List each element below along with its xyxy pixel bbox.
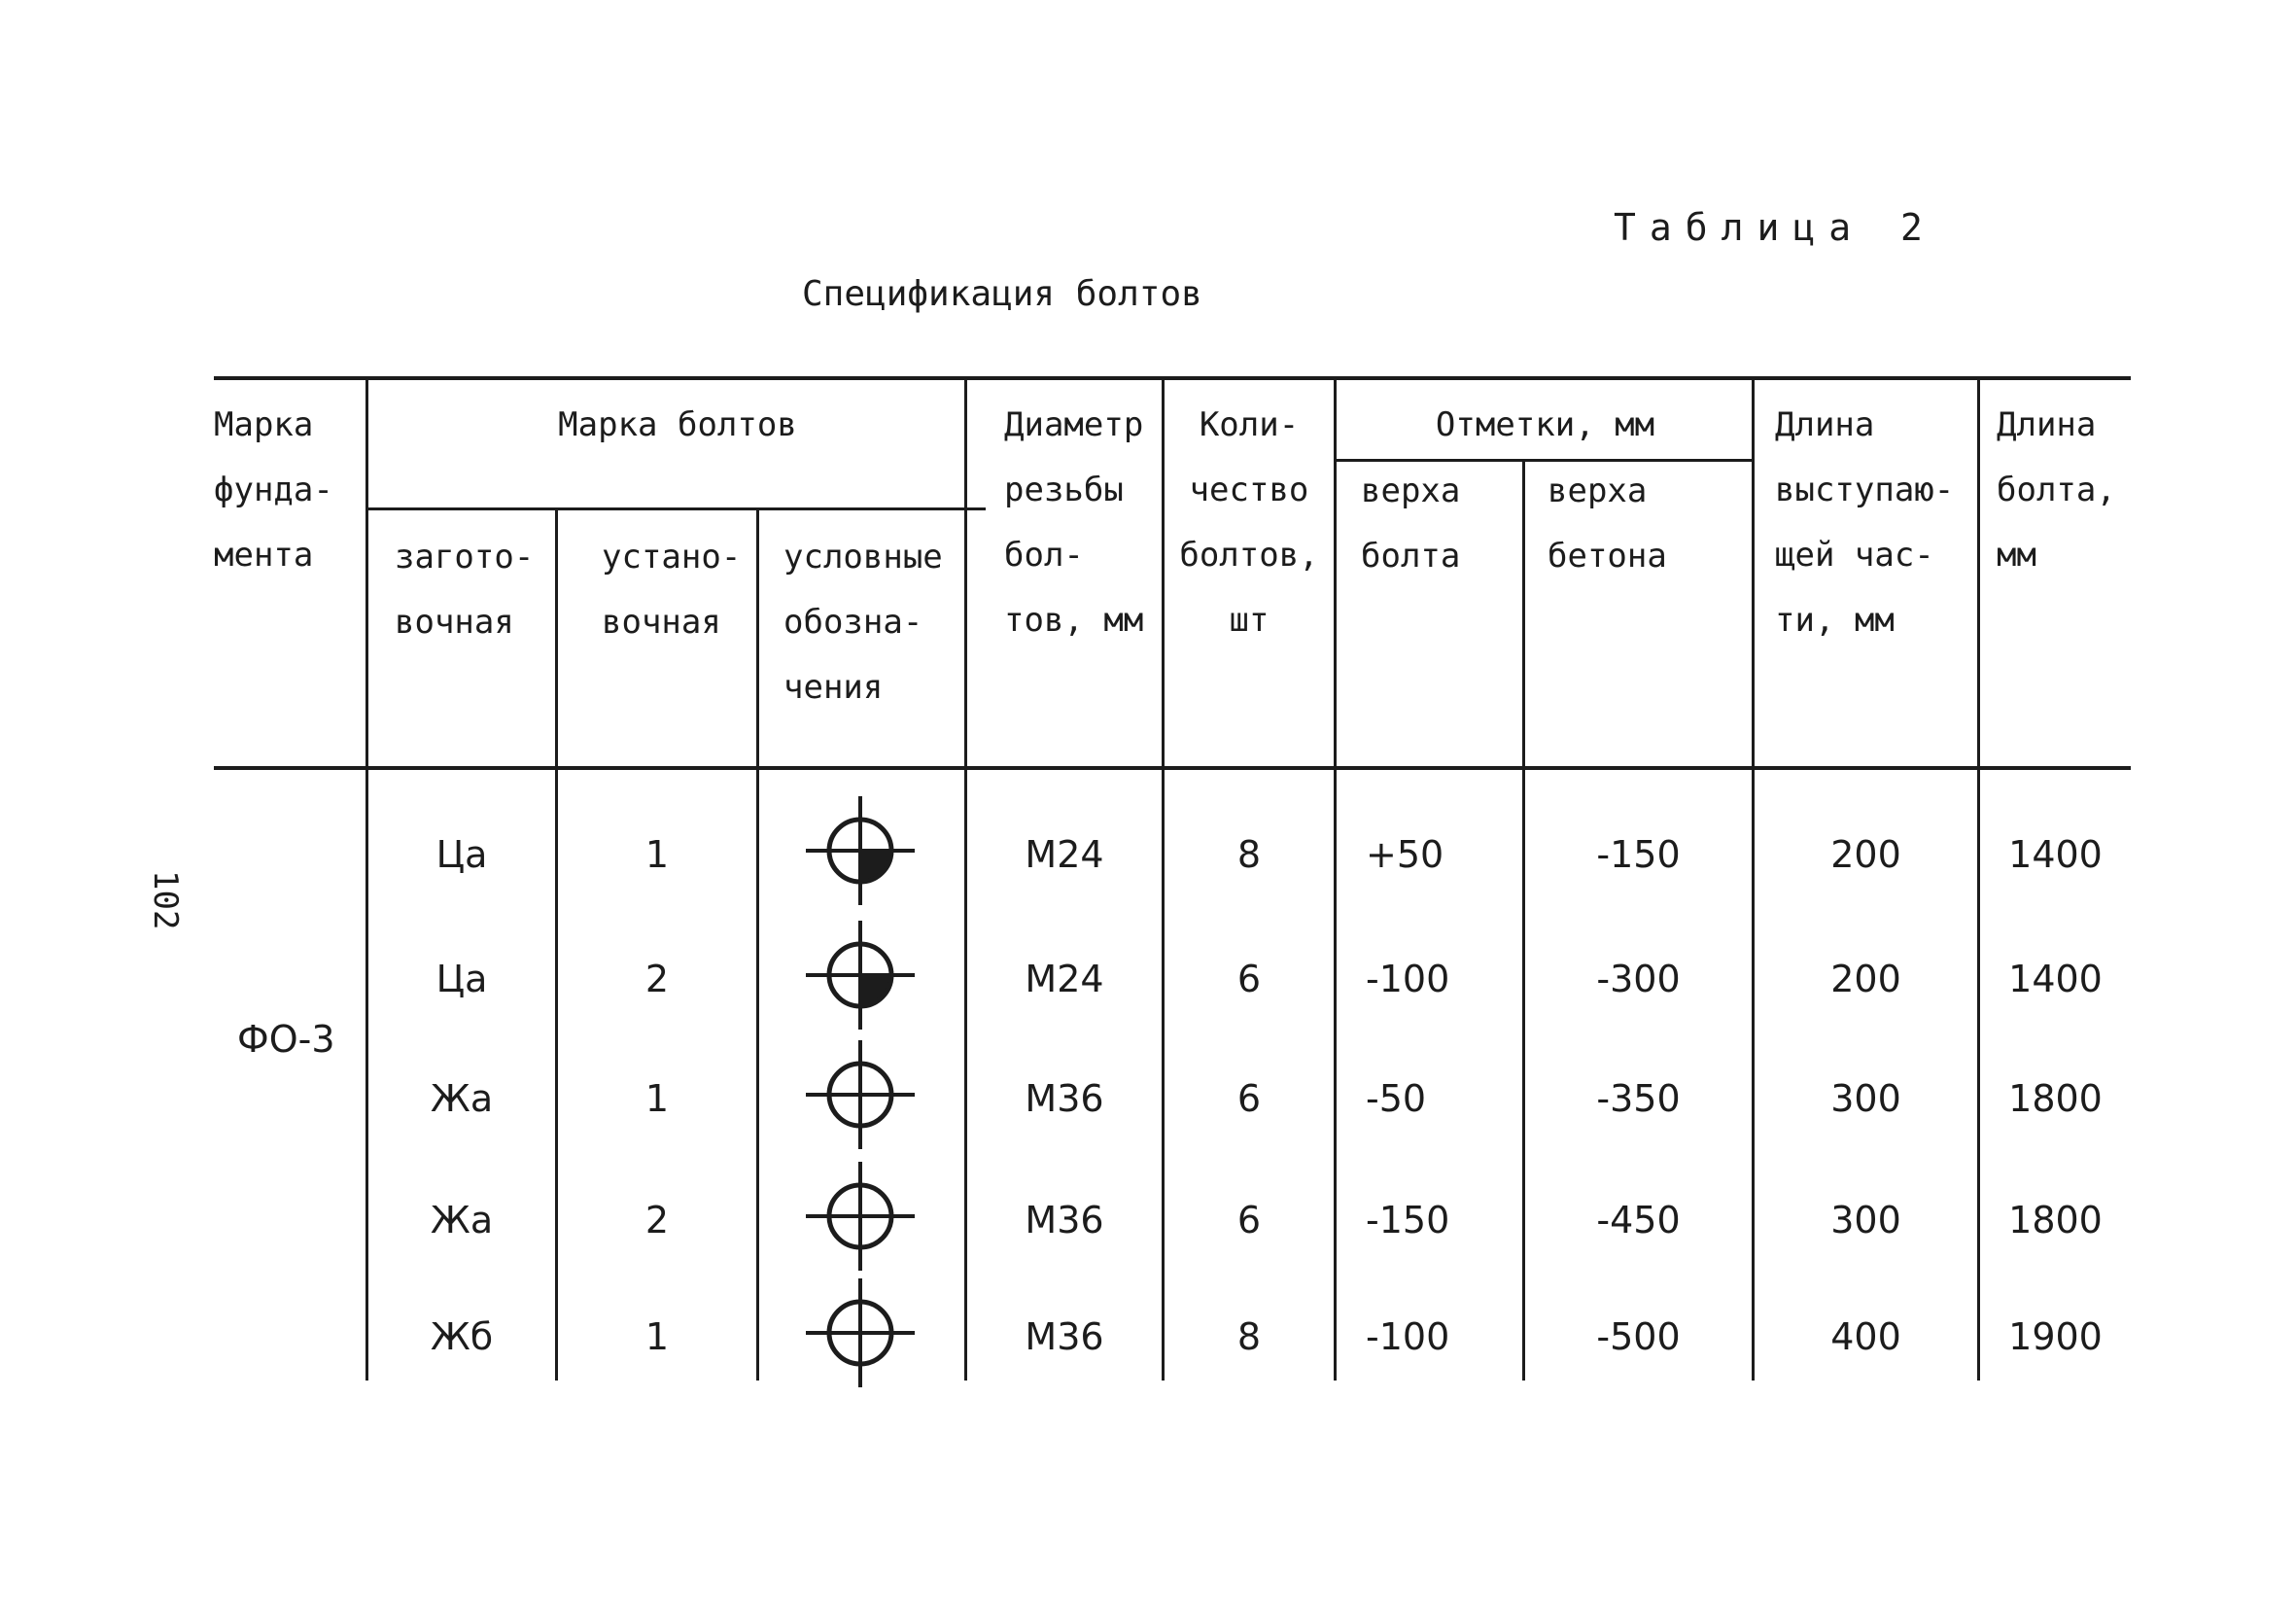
- header-protrusion: [1775, 393, 1974, 653]
- top-bolt-cell: -100: [1366, 958, 1450, 1000]
- header-line: мента: [214, 536, 314, 575]
- header-line: Диаметр: [1004, 405, 1144, 444]
- count-cell: 6: [1236, 1199, 1262, 1241]
- header-line: обозна-: [783, 603, 923, 642]
- column-divider: [1334, 376, 1337, 1381]
- circle-cross-icon: [802, 1158, 919, 1275]
- page-number: 102: [146, 870, 185, 930]
- count-cell: 6: [1236, 958, 1262, 1000]
- table-top-border: [214, 376, 2131, 380]
- header-line: болтов,: [1179, 536, 1319, 575]
- top-concrete-cell: -350: [1596, 1077, 1681, 1120]
- blank-cell: Ца: [435, 833, 488, 876]
- header-line: чество: [1189, 471, 1309, 509]
- header-line: тов, мм: [1004, 601, 1144, 640]
- diameter-cell: М24: [1025, 833, 1104, 876]
- count-cell: 6: [1236, 1077, 1262, 1120]
- circle-cross-icon: [802, 1275, 919, 1391]
- top-concrete-cell: -150: [1596, 833, 1681, 876]
- header-line: мм: [1997, 536, 2036, 575]
- protrusion-cell: 200: [1830, 958, 1901, 1000]
- diameter-cell: М24: [1025, 958, 1104, 1000]
- header-line: шт: [1229, 601, 1270, 640]
- header-install: [602, 525, 752, 655]
- diameter-cell: М36: [1025, 1315, 1104, 1358]
- protrusion-cell: 300: [1830, 1199, 1901, 1241]
- length-cell: 1800: [2008, 1199, 2103, 1241]
- blank-cell: Ца: [435, 958, 488, 1000]
- column-divider: [555, 507, 558, 1381]
- header-line: Длина: [1997, 405, 2097, 444]
- header-diameter: [1004, 393, 1160, 653]
- bolt-mark-divider: [367, 507, 986, 510]
- header-line: верха: [1361, 472, 1461, 510]
- length-cell: 1800: [2008, 1077, 2103, 1120]
- circle-cross-icon: [802, 1036, 919, 1153]
- header-line: щей час-: [1775, 536, 1934, 575]
- column-divider: [1522, 459, 1525, 1381]
- protrusion-cell: 400: [1830, 1315, 1901, 1358]
- install-cell: 1: [644, 833, 670, 876]
- header-line: устано-: [602, 538, 742, 577]
- header-elevations: Отметки, мм: [1435, 405, 1655, 444]
- blank-cell: Жа: [430, 1077, 494, 1120]
- diameter-cell: М36: [1025, 1077, 1104, 1120]
- length-cell: 1400: [2008, 833, 2103, 876]
- header-line: выступаю-: [1775, 471, 1955, 509]
- quarter-filled-circle-cross-icon: [802, 917, 919, 1033]
- header-line: чения: [783, 668, 884, 707]
- top-bolt-cell: +50: [1366, 833, 1444, 876]
- top-concrete-cell: -450: [1596, 1199, 1681, 1241]
- header-line: резьбы: [1004, 471, 1124, 509]
- header-line: ти, мм: [1775, 601, 1895, 640]
- header-top-concrete: [1548, 459, 1742, 589]
- header-line: вочная: [395, 603, 514, 642]
- table-caption: Таблица 2: [1614, 206, 1936, 249]
- header-top-bolt: [1361, 459, 1516, 589]
- header-line: Длина: [1775, 405, 1875, 444]
- blank-cell: Жб: [430, 1315, 494, 1358]
- count-cell: 8: [1236, 1315, 1262, 1358]
- quarter-filled-circle-cross-icon: [802, 792, 919, 909]
- top-bolt-cell: -50: [1366, 1077, 1427, 1120]
- top-bolt-cell: -150: [1366, 1199, 1450, 1241]
- protrusion-cell: 200: [1830, 833, 1901, 876]
- header-line: условные: [783, 538, 943, 577]
- header-blank: [395, 525, 550, 655]
- count-cell: 8: [1236, 833, 1262, 876]
- header-symbols: [783, 525, 963, 720]
- header-line: болта,: [1997, 471, 2116, 509]
- header-line: болта: [1361, 537, 1461, 576]
- header-count: [1165, 393, 1334, 653]
- diameter-cell: М36: [1025, 1199, 1104, 1241]
- header-bolt-mark: Марка болтов: [558, 405, 797, 444]
- header-foundation-mark: [214, 393, 360, 588]
- install-cell: 1: [644, 1077, 670, 1120]
- header-line: верха: [1548, 472, 1648, 510]
- install-cell: 1: [644, 1315, 670, 1358]
- top-concrete-cell: -500: [1596, 1315, 1681, 1358]
- header-line: Марка: [214, 405, 314, 444]
- install-cell: 2: [644, 1199, 670, 1241]
- header-bottom-border: [214, 766, 2131, 770]
- length-cell: 1900: [2008, 1315, 2103, 1358]
- header-line: Коли-: [1199, 405, 1300, 444]
- top-concrete-cell: -300: [1596, 958, 1681, 1000]
- blank-cell: Жа: [430, 1199, 494, 1241]
- install-cell: 2: [644, 958, 670, 1000]
- header-line: загото-: [395, 538, 535, 577]
- protrusion-cell: 300: [1830, 1077, 1901, 1120]
- header-line: фунда-: [214, 471, 333, 509]
- top-bolt-cell: -100: [1366, 1315, 1450, 1358]
- header-line: вочная: [602, 603, 721, 642]
- header-line: бетона: [1548, 537, 1667, 576]
- header-bolt-length: [1997, 393, 2128, 588]
- header-line: бол-: [1004, 536, 1084, 575]
- length-cell: 1400: [2008, 958, 2103, 1000]
- table-title: Спецификация болтов: [802, 274, 1202, 314]
- foundation-mark-cell: ФО-3: [237, 1018, 335, 1061]
- column-divider: [756, 507, 759, 1381]
